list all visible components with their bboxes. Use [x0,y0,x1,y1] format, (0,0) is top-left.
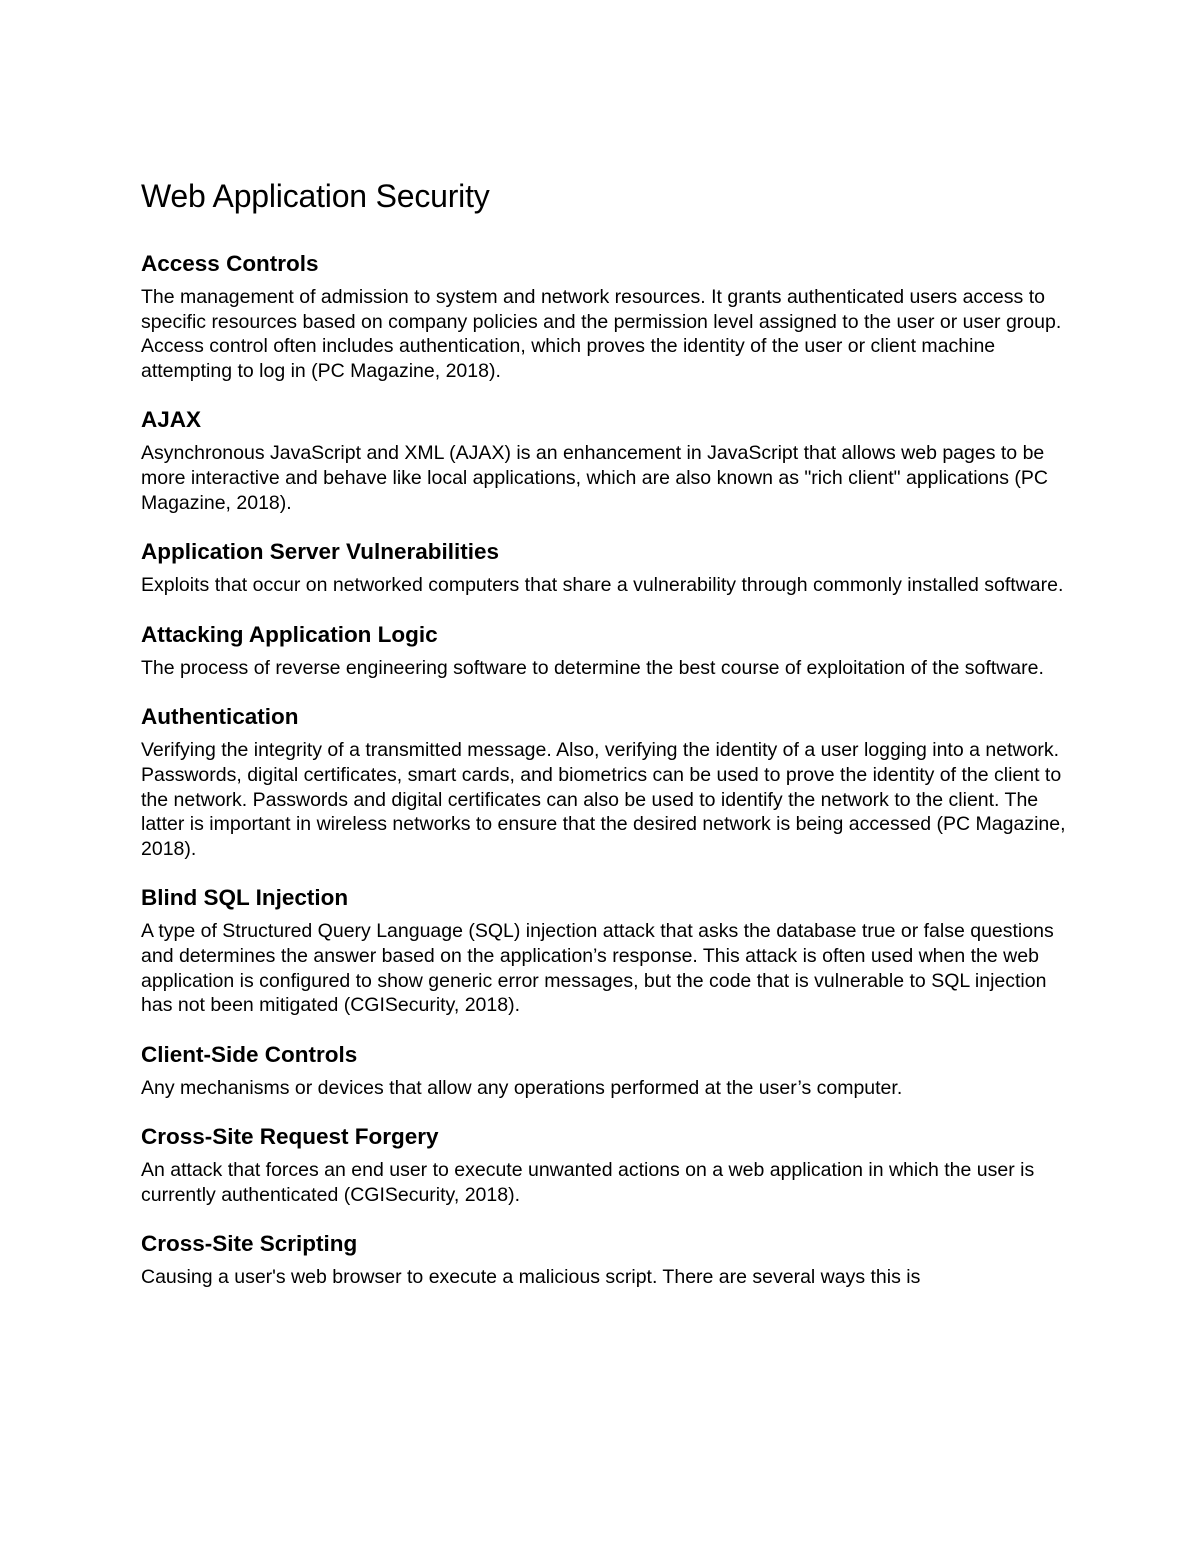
entry-term: Client-Side Controls [141,1041,358,1067]
glossary-entry-access-controls [141,250,1071,383]
glossary-entry-cross-site-scripting [141,1230,1071,1290]
document-title: Web Application Security [141,178,490,214]
glossary-entry-cross-site-request-forgery [141,1123,1071,1207]
glossary-entry-application-server-vulnerabilities [141,538,1071,598]
document-page [141,176,1071,1313]
glossary-entry-attacking-application-logic [141,621,1071,681]
glossary-entry-ajax [141,406,1071,515]
glossary-entry-client-side-controls [141,1041,1071,1101]
entry-term: Cross-Site Scripting [141,1231,358,1257]
entry-definition: Asynchronous JavaScript and XML (AJAX) is an enhancement in JavaScript that allows web pages to be more interactive and behave like local applications, which are also known as "rich client" applications (PC Magazine, 2018). [141,442,1048,514]
entry-term: Access Controls [141,251,319,276]
entry-definition: The management of admission to system and network resources. It grants authenticated users access to specific resources based on company policies and the permission level assigned to the user or user group. Access control often includes authentication, which proves the identity of the user or client machine attempting to log in (PC Magazine, 2018). [141,286,1062,382]
entry-definition: An attack that forces an end user to execute unwanted actions on a web application in which the user is currently authenticated (CGISecurity, 2018). [141,1159,1035,1206]
entry-term: Cross-Site Request Forgery [141,1124,439,1150]
entry-definition: A type of Structured Query Language (SQL) injection attack that asks the database true or false questions and determines the answer based on the application’s response. This attack is often used when the web application is configured to show generic error messages, but the code that is vulnerable to SQL injection has not been mitigated (CGISecurity, 2018). [141,920,1054,1017]
entry-definition: The process of reverse engineering software to determine the best course of exploitation of the software. [141,656,1044,679]
glossary-entry-authentication [141,703,1071,861]
entry-term: Authentication [141,704,299,730]
glossary-entry-blind-sql-injection [141,884,1071,1017]
entry-definition: Causing a user's web browser to execute a malicious script. There are several ways this is [141,1266,921,1289]
entry-term: Blind SQL Injection [141,885,349,911]
entry-definition: Exploits that occur on networked computers that share a vulnerability through commonly installed software. [141,574,1064,597]
entry-term: Application Server Vulnerabilities [141,539,500,565]
entry-definition: Verifying the integrity of a transmitted message. Also, verifying the identity of a user logging into a network. Passwords, digital certificates, smart cards, and biometrics can be used to prove the identity of the client to the network. Passwords and digital certificates can also be used to identify the network to the client. The latter is important in wireless networks to ensure that the desired network is being accessed (PC Magazine, 2018). [141,739,1066,860]
entry-term: AJAX [141,407,202,433]
entry-definition: Any mechanisms or devices that allow any operations performed at the user’s computer. [141,1076,903,1099]
entry-term: Attacking Application Logic [141,621,438,647]
